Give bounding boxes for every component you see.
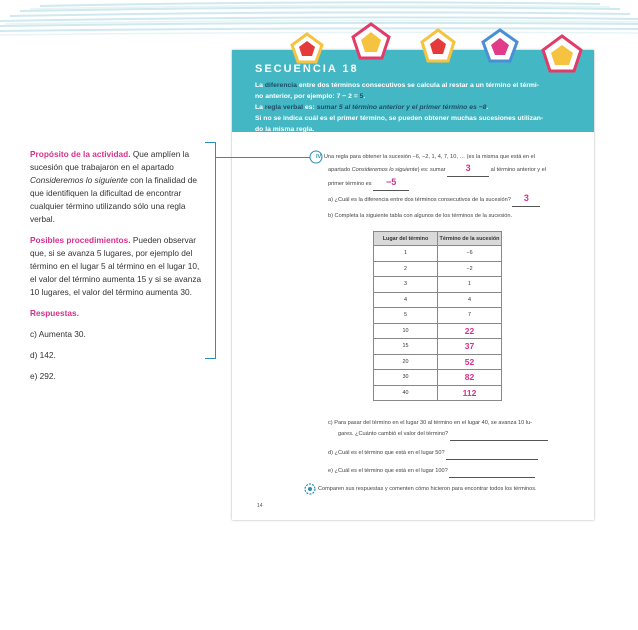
table-row: 40 112 (374, 385, 502, 401)
answer-blank-c[interactable] (450, 429, 548, 441)
compare-instruction: Comparen sus respuestas y comenten cómo hicieron para encontrar todos los términos. (318, 486, 537, 492)
table-row: 1 −6 (374, 246, 502, 262)
notes-bracket (205, 142, 216, 359)
answer-blank-e[interactable] (449, 466, 535, 478)
sequence-title: SECUENCIA 18 (255, 63, 359, 75)
answer-c: c) Aumenta 30. (30, 329, 86, 339)
procedures-paragraph: Posibles procedimientos. Pueden observar que, si se avanza 5 lugares, por ejemplo del término en el lugar 5 al término en el lugar 10, el valor del término aumenta 15 y si se avanza 10 lugares, el valor del término aumenta 30. (30, 235, 202, 297)
answer-cell[interactable]: 112 (438, 385, 502, 401)
pentagon-icon (422, 30, 454, 61)
answers-label: Respuestas. (30, 308, 79, 318)
table-row: 3 1 (374, 277, 502, 293)
exercise-intro: IV. Una regla para obtener la sucesión −6, −2, 1, 4, 7, 10, … (es la misma que está en el apartado Consideremos lo siguiente) es: sumar 3 al término anterior y el primer término es −5 (316, 152, 566, 191)
answer-blank-difference[interactable]: 3 (512, 193, 540, 207)
answer-d: d) 142. (30, 350, 56, 360)
table-header-row (374, 232, 502, 246)
answer-blank-d[interactable] (446, 448, 538, 460)
teacher-notes (30, 148, 205, 391)
pentagon-icon (353, 24, 389, 58)
answer-e: e) 292. (30, 371, 56, 381)
banner-text: La diferencia entre dos términos consecutivos se calcula al restar a un término el térmi- no anterior, por ejemplo: 7 − 2 = 5. La regla verbal es: sumar 5 al término anterior y el primer término es −8. Si no se indica cuál es el primer término, se pueden obtener muchas sucesiones utilizan- do la misma regla. (255, 82, 544, 133)
question-b: b) Completa la siguiente tabla con algunos de los términos de la sucesión. (328, 213, 513, 219)
table-header: Término de la sucesión (438, 232, 502, 246)
pentagon-icon (292, 34, 322, 62)
table-row: 10 22 (374, 323, 502, 339)
question-c: c) Para pasar del término en el lugar 30 al término en el lugar 40, se avanza 10 lu- gares. ¿Cuánto cambió el valor del término? (328, 418, 568, 441)
purpose-paragraph: Propósito de la actividad. Que amplíen la sucesión que trabajaron en el apartado Consideremos lo siguiente con la finalidad de que identifiquen la dificultad de encontrar cualquier término utilizando sólo una regla verbal. (30, 149, 197, 224)
answer-cell[interactable]: 22 (438, 323, 502, 339)
answer-cell[interactable]: 52 (438, 354, 502, 370)
pentagon-decoration (0, 0, 638, 130)
table-row: 2 −2 (374, 261, 502, 277)
answer-cell[interactable]: 37 (438, 339, 502, 355)
pentagon-icon (483, 30, 517, 61)
group-discussion-icon (304, 483, 316, 495)
table-row: 5 7 (374, 308, 502, 324)
table-row: 20 52 (374, 354, 502, 370)
pentagon-icon (543, 36, 581, 71)
question-a: a) ¿Cuál es la diferencia entre dos términos consecutivos de la sucesión? 3 (328, 193, 568, 207)
table-row: 30 82 (374, 370, 502, 386)
question-e: e) ¿Cuál es el término que está en el lugar 100? (328, 466, 568, 478)
answer-blank-rule[interactable]: 3 (447, 163, 489, 177)
sequence-table (373, 231, 502, 401)
notes-connector-line (215, 157, 315, 158)
table-row: 15 37 (374, 339, 502, 355)
table-header: Lugar del término (374, 232, 438, 246)
answer-cell[interactable]: 82 (438, 370, 502, 386)
table-row: 4 4 (374, 292, 502, 308)
answer-blank-first-term[interactable]: −5 (373, 177, 409, 191)
question-d: d) ¿Cuál es el término que está en el lugar 50? (328, 448, 568, 460)
page-number: 14 (257, 503, 263, 509)
